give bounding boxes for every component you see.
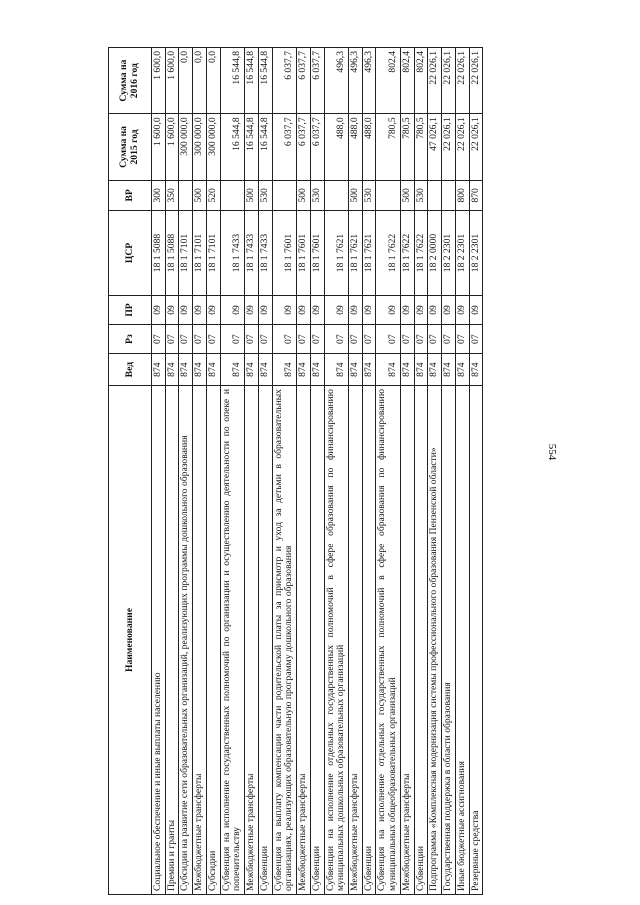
table-cell-rz: 07 [179,325,193,354]
table-cell-csr: 18 2 2301 [442,211,456,296]
table-cell-ved: 874 [442,354,456,386]
table-cell-rz: 07 [428,325,442,354]
table-cell-sum-2016: 0,0 [179,48,193,114]
table-cell-pr: 09 [455,295,469,324]
table-cell-csr: 18 1 7621 [362,211,376,296]
table-row [469,48,483,895]
table-cell-vr: 520 [206,180,220,210]
table-cell-rz: 07 [376,325,400,354]
table-cell-sum-2016: 22 026,1 [428,48,442,114]
header-vr: ВР [109,180,152,210]
header-sum-2016: Сумма на 2016 год [109,48,152,114]
table-cell-name: Субвенция на выплату компенсации части родительской платы за присмотр и уход за детьми в образовательных организациях, реализующих образовательную программу дошкольного образования [272,386,296,895]
table-cell-rz: 07 [165,325,179,354]
table-cell-name: Субвенции на исполнение отдельных государственных полномочий в сфере образования по финансированию муниципальных дошкольных образовательных организаций [324,386,348,895]
table-cell-ved: 874 [245,354,259,386]
table-cell-csr: 18 1 7101 [179,211,193,296]
table-cell-ved: 874 [376,354,400,386]
table-body [152,48,483,895]
table-cell-name: Субвенции [310,386,324,895]
table-cell-rz: 07 [272,325,296,354]
table-cell-ved: 874 [152,354,166,386]
table-cell-sum-2015: 300 000,0 [206,114,220,180]
table-cell-pr: 09 [297,295,311,324]
table-cell-vr [272,180,296,210]
table-cell-vr: 530 [414,180,428,210]
table-cell-sum-2015: 300 000,0 [179,114,193,180]
table-cell-sum-2016: 22 026,1 [469,48,483,114]
table-cell-sum-2016: 802,4 [414,48,428,114]
table-row [297,48,311,895]
table-cell-ved: 874 [428,354,442,386]
table-cell-name: Государственная поддержка в области образования [442,386,456,895]
table-cell-pr: 09 [469,295,483,324]
table-cell-ved: 874 [297,354,311,386]
table-cell-name: Межбюджетные трансферты [193,386,207,895]
table-cell-csr: 18 2 2301 [455,211,469,296]
table-cell-pr: 09 [179,295,193,324]
table-cell-rz: 07 [324,325,348,354]
table-row [349,48,363,895]
table-cell-ved: 874 [400,354,414,386]
table-row [220,48,244,895]
table-row [272,48,296,895]
table-row [400,48,414,895]
table-cell-sum-2016: 802,4 [400,48,414,114]
table-cell-ved: 874 [220,354,244,386]
table-cell-sum-2016: 22 026,1 [455,48,469,114]
table-cell-vr: 350 [165,180,179,210]
table-cell-rz: 07 [245,325,259,354]
table-cell-sum-2016: 0,0 [206,48,220,114]
table-cell-name: Субвенция на исполнение отдельных государственных полномочий в сфере образования по финансированию муниципальных общеобразовательных организаций [376,386,400,895]
table-cell-rz: 07 [258,325,272,354]
header-sum-2015: Сумма на 2015 год [109,114,152,180]
table-cell-sum-2015: 300 000,0 [193,114,207,180]
table-cell-name: Субсидии [206,386,220,895]
table-cell-ved: 874 [258,354,272,386]
table-cell-sum-2015: 22 026,1 [442,114,456,180]
table-cell-name: Межбюджетные трансферты [400,386,414,895]
table-cell-pr: 09 [258,295,272,324]
table-cell-sum-2016: 0,0 [193,48,207,114]
table-cell-sum-2015: 6 037,7 [297,114,311,180]
table-cell-rz: 07 [455,325,469,354]
table-cell-vr [220,180,244,210]
table-cell-sum-2015: 1 600,0 [165,114,179,180]
table-cell-vr: 500 [400,180,414,210]
table-cell-rz: 07 [152,325,166,354]
table-cell-pr: 09 [152,295,166,324]
page-number: 554 [546,443,558,461]
table-cell-vr: 870 [469,180,483,210]
table-cell-sum-2015: 780,5 [376,114,400,180]
table-row [193,48,207,895]
table-cell-rz: 07 [442,325,456,354]
table-cell-sum-2016: 16 544,8 [220,48,244,114]
table-row [324,48,348,895]
table-cell-vr: 530 [258,180,272,210]
table-cell-rz: 07 [297,325,311,354]
table-cell-ved: 874 [455,354,469,386]
table-cell-pr: 09 [310,295,324,324]
table-cell-sum-2015: 22 026,1 [469,114,483,180]
table-cell-pr: 09 [376,295,400,324]
header-csr: ЦСР [109,211,152,296]
table-cell-pr: 09 [428,295,442,324]
table-cell-sum-2016: 1 600,0 [152,48,166,114]
table-cell-vr [376,180,400,210]
table-cell-ved: 874 [272,354,296,386]
table-cell-sum-2015: 47 026,1 [428,114,442,180]
table-cell-name: Межбюджетные трансферты [349,386,363,895]
table-cell-sum-2015: 16 544,8 [220,114,244,180]
table-cell-sum-2015: 488,0 [324,114,348,180]
table-cell-csr: 18 1 7433 [258,211,272,296]
table-row [310,48,324,895]
table-cell-sum-2016: 22 026,1 [442,48,456,114]
table-cell-sum-2015: 16 544,8 [245,114,259,180]
table-cell-rz: 07 [349,325,363,354]
table-row [428,48,442,895]
table-cell-sum-2016: 6 037,7 [310,48,324,114]
table-cell-csr: 18 1 7601 [272,211,296,296]
table-cell-ved: 874 [349,354,363,386]
table-cell-sum-2015: 16 544,8 [258,114,272,180]
table-cell-vr: 500 [193,180,207,210]
table-cell-rz: 07 [469,325,483,354]
table-cell-vr: 500 [297,180,311,210]
header-name: Наименование [109,386,152,895]
table-cell-vr: 800 [455,180,469,210]
table-cell-csr: 18 2 2301 [469,211,483,296]
table-cell-csr: 18 1 5088 [152,211,166,296]
table-cell-ved: 874 [310,354,324,386]
table-cell-name: Премии и гранты [165,386,179,895]
table-row [455,48,469,895]
table-cell-rz: 07 [193,325,207,354]
table-cell-rz: 07 [414,325,428,354]
table-cell-sum-2016: 1 600,0 [165,48,179,114]
table-cell-vr: 300 [152,180,166,210]
table-cell-csr: 18 1 7621 [349,211,363,296]
table-cell-name: Межбюджетные трансферты [297,386,311,895]
table-cell-sum-2016: 496,3 [362,48,376,114]
table-cell-csr: 18 1 7101 [193,211,207,296]
rotated-table-container [108,47,578,895]
header-rz: Рз [109,325,152,354]
table-cell-sum-2015: 780,5 [400,114,414,180]
table-cell-sum-2015: 488,0 [349,114,363,180]
table-cell-vr: 530 [362,180,376,210]
table-cell-sum-2016: 6 037,7 [297,48,311,114]
table-cell-name: Субвенции [414,386,428,895]
table-cell-csr: 18 1 7433 [220,211,244,296]
table-cell-pr: 09 [272,295,296,324]
table-cell-sum-2016: 16 544,8 [258,48,272,114]
table-cell-name: Субвенция на исполнение государственных полномочий по организации и осуществлению деятельности по опеке и попечительству [220,386,244,895]
table-cell-name: Межбюджетные трансферты [245,386,259,895]
table-cell-pr: 09 [362,295,376,324]
table-cell-sum-2016: 802,4 [376,48,400,114]
table-row [245,48,259,895]
table-cell-pr: 09 [442,295,456,324]
table-cell-pr: 09 [245,295,259,324]
table-cell-sum-2015: 6 037,7 [310,114,324,180]
table-cell-vr [324,180,348,210]
table-cell-name: Субсидии на развитие сети образовательных организаций, реализующих программы дошкольного образования [179,386,193,895]
table-cell-pr: 09 [349,295,363,324]
table-cell-rz: 07 [400,325,414,354]
table-cell-pr: 09 [206,295,220,324]
table-cell-sum-2016: 6 037,7 [272,48,296,114]
table-row [442,48,456,895]
header-pr: ПР [109,295,152,324]
budget-table [108,47,483,895]
table-cell-vr [442,180,456,210]
table-cell-sum-2015: 6 037,7 [272,114,296,180]
table-cell-vr [179,180,193,210]
table-cell-vr: 500 [349,180,363,210]
table-cell-sum-2015: 780,5 [414,114,428,180]
table-cell-vr [428,180,442,210]
table-cell-rz: 07 [310,325,324,354]
table-cell-rz: 07 [220,325,244,354]
table-row [414,48,428,895]
table-cell-pr: 09 [400,295,414,324]
table-cell-sum-2015: 1 600,0 [152,114,166,180]
table-cell-pr: 09 [193,295,207,324]
table-cell-sum-2016: 496,3 [349,48,363,114]
table-cell-ved: 874 [193,354,207,386]
table-cell-ved: 874 [362,354,376,386]
table-cell-vr: 530 [310,180,324,210]
header-ved: Вед [109,354,152,386]
table-cell-csr: 18 1 7622 [414,211,428,296]
table-cell-csr: 18 1 5088 [165,211,179,296]
table-cell-ved: 874 [324,354,348,386]
table-cell-pr: 09 [220,295,244,324]
table-cell-csr: 18 2 0000 [428,211,442,296]
table-cell-ved: 874 [414,354,428,386]
table-cell-csr: 18 1 7601 [310,211,324,296]
table-cell-sum-2016: 16 544,8 [245,48,259,114]
table-cell-rz: 07 [362,325,376,354]
table-cell-sum-2015: 22 026,1 [455,114,469,180]
table-cell-name: Резервные средства [469,386,483,895]
table-row [362,48,376,895]
table-row [206,48,220,895]
table-row [165,48,179,895]
table-cell-ved: 874 [206,354,220,386]
table-cell-name: Субвенции [362,386,376,895]
table-cell-name: Социальное обеспечение и иные выплаты населению [152,386,166,895]
table-cell-name: Иные бюджетные ассигнования [455,386,469,895]
table-cell-ved: 874 [469,354,483,386]
table-cell-pr: 09 [165,295,179,324]
table-cell-ved: 874 [179,354,193,386]
table-cell-pr: 09 [324,295,348,324]
table-row [258,48,272,895]
table-cell-csr: 18 1 7433 [245,211,259,296]
table-cell-csr: 18 1 7622 [400,211,414,296]
table-cell-csr: 18 1 7101 [206,211,220,296]
table-cell-ved: 874 [165,354,179,386]
table-header-row [109,48,152,895]
table-cell-csr: 18 1 7621 [324,211,348,296]
table-cell-name: Подпрограмма «Комплексная модернизация системы профессионального образования Пензенской области» [428,386,442,895]
table-cell-csr: 18 1 7622 [376,211,400,296]
table-row [376,48,400,895]
table-row [152,48,166,895]
table-cell-sum-2016: 496,3 [324,48,348,114]
table-cell-rz: 07 [206,325,220,354]
table-row [179,48,193,895]
table-cell-vr: 500 [245,180,259,210]
table-cell-csr: 18 1 7601 [297,211,311,296]
table-cell-sum-2015: 488,0 [362,114,376,180]
table-cell-pr: 09 [414,295,428,324]
table-cell-name: Субвенции [258,386,272,895]
